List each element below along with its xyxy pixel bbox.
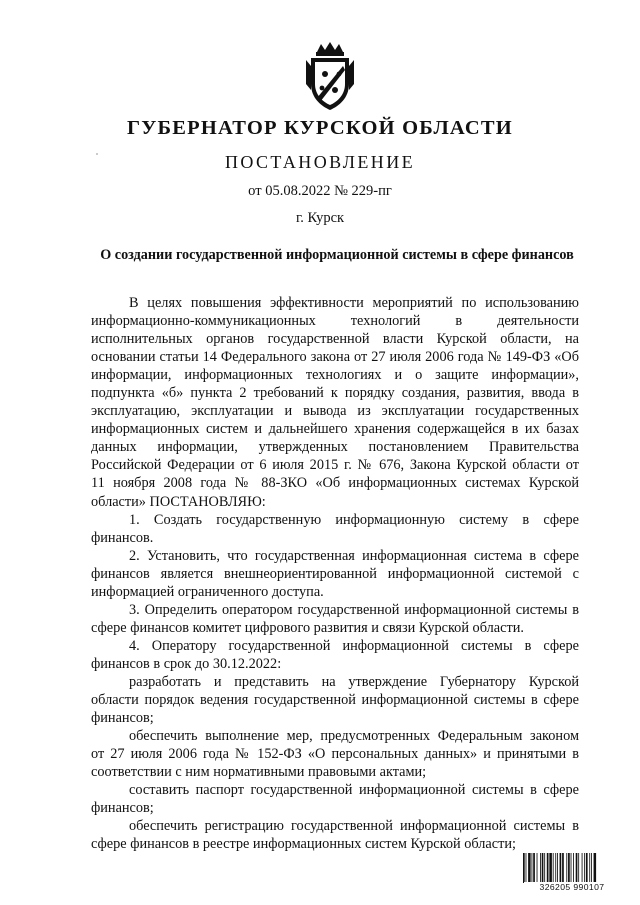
barcode-bar — [562, 853, 564, 883]
barcode-bar — [533, 853, 535, 883]
body-line: обеспечить выполнение мер, предусмотренных Федеральным законом — [129, 728, 579, 745]
body-line: соответствии с ним нормативными правовыми актами; — [91, 764, 427, 781]
barcode-bar — [549, 853, 552, 883]
barcode-bar — [553, 853, 554, 883]
body-line: разработать и представить на утверждение Губернатору Курской — [129, 673, 579, 690]
decree-body — [91, 294, 579, 853]
decree-date-number: от 05.08.2022 № 229-пг — [248, 183, 392, 199]
barcode-bar — [544, 853, 545, 883]
body-line: 2. Установить, что государственная информационная система в сфере — [129, 547, 579, 564]
barcode-bar — [594, 853, 597, 883]
barcode-bar — [526, 853, 527, 883]
body-line: финансов в срок до 30.12.2022: — [91, 655, 282, 672]
body-line: данных информации, утвержденных постановлением Правительства — [91, 439, 579, 456]
coat-of-arms-icon — [303, 40, 357, 112]
barcode-number: 326205 990107 — [524, 882, 620, 892]
document-type: ПОСТАНОВЛЕНИЕ — [224, 152, 416, 172]
barcode-bar — [555, 853, 556, 883]
body-line: финансов является внешнеориентированной информационной системой с — [91, 565, 579, 582]
body-line: финансов; — [91, 800, 154, 817]
barcode-bar — [586, 853, 588, 883]
barcode-bar — [542, 853, 544, 883]
body-line: 4. Оператору государственной информационной системы в сфере — [129, 637, 579, 654]
barcode-bar — [591, 853, 592, 883]
barcode-bar — [560, 853, 562, 883]
body-line: 11 ноября 2008 года № 88-ЗКО «Об информационных системах Курской — [91, 475, 579, 492]
body-line: от 27 июля 2006 года № 152-ФЗ «О персональных данных» и принятыми в — [91, 746, 579, 763]
barcode-bar — [557, 853, 558, 883]
barcode-bar — [589, 853, 590, 883]
decree-subject: О создании государственной информационной системы в сфере финансов — [100, 247, 574, 263]
body-line: информации, информационных технологиях и о защите информации», — [91, 367, 579, 384]
barcode-bar — [523, 853, 525, 883]
barcode-bar — [547, 853, 549, 883]
body-line: сфере финансов в реестре информационных систем Курской области; — [91, 836, 516, 853]
body-line: финансов; — [91, 710, 154, 727]
body-line: составить паспорт государственной информационной системы в сфере — [129, 782, 579, 799]
governor-title: ГУБЕРНАТОР КУРСКОЙ ОБЛАСТИ — [127, 117, 513, 139]
body-line: основании статьи 14 Федерального закона от 27 июля 2006 года № 149-ФЗ «Об — [91, 349, 579, 366]
barcode-bar — [584, 853, 585, 883]
decree-city: г. Курск — [295, 210, 345, 226]
barcode-bar — [571, 853, 572, 883]
body-line: финансов. — [91, 529, 154, 546]
body-line: информационных систем и дальнейшего хранения содержащейся в их базах — [91, 421, 579, 438]
barcode-bar — [532, 853, 533, 883]
barcode-bar — [582, 853, 583, 883]
body-line: В целях повышения эффективности мероприятий по использованию — [129, 295, 579, 311]
barcode-bar — [566, 853, 567, 883]
body-line: области» ПОСТАНОВЛЯЮ: — [91, 493, 266, 510]
body-line: области порядок ведения государственной информационной системы в сфере — [91, 692, 579, 709]
barcode-bar — [568, 853, 570, 883]
body-line: 3. Определить оператором государственной информационной системы в — [129, 601, 579, 618]
body-line: Российской Федерации от 6 июля 2015 г. № 676, Закона Курской области от — [91, 457, 579, 474]
barcode-bar — [528, 853, 531, 883]
body-line: информационно-коммуникационных технологий в деятельности — [91, 313, 579, 330]
body-line: эксплуатацию, эксплуатации и вывода из эксплуатации государственных — [91, 403, 579, 420]
body-line: сфере финансов комитет цифрового развития и связи Курской области. — [91, 619, 524, 636]
body-line: исполнительных органов государственной власти Курской области, на — [91, 331, 579, 348]
barcode-bar — [578, 853, 579, 883]
barcode-bar — [537, 853, 538, 883]
body-line: информацией ограниченного доступа. — [91, 583, 324, 600]
body-line: обеспечить регистрацию государственной информационной системы в — [129, 818, 579, 835]
body-line: 1. Создать государственную информационную систему в сфере — [129, 511, 579, 528]
barcode-bar — [540, 853, 541, 883]
barcode-bar — [576, 853, 578, 883]
barcode-bar — [573, 853, 574, 883]
body-line: подпункта «б» пункта 2 требований к порядку создания, развития, ввода в — [91, 385, 579, 402]
